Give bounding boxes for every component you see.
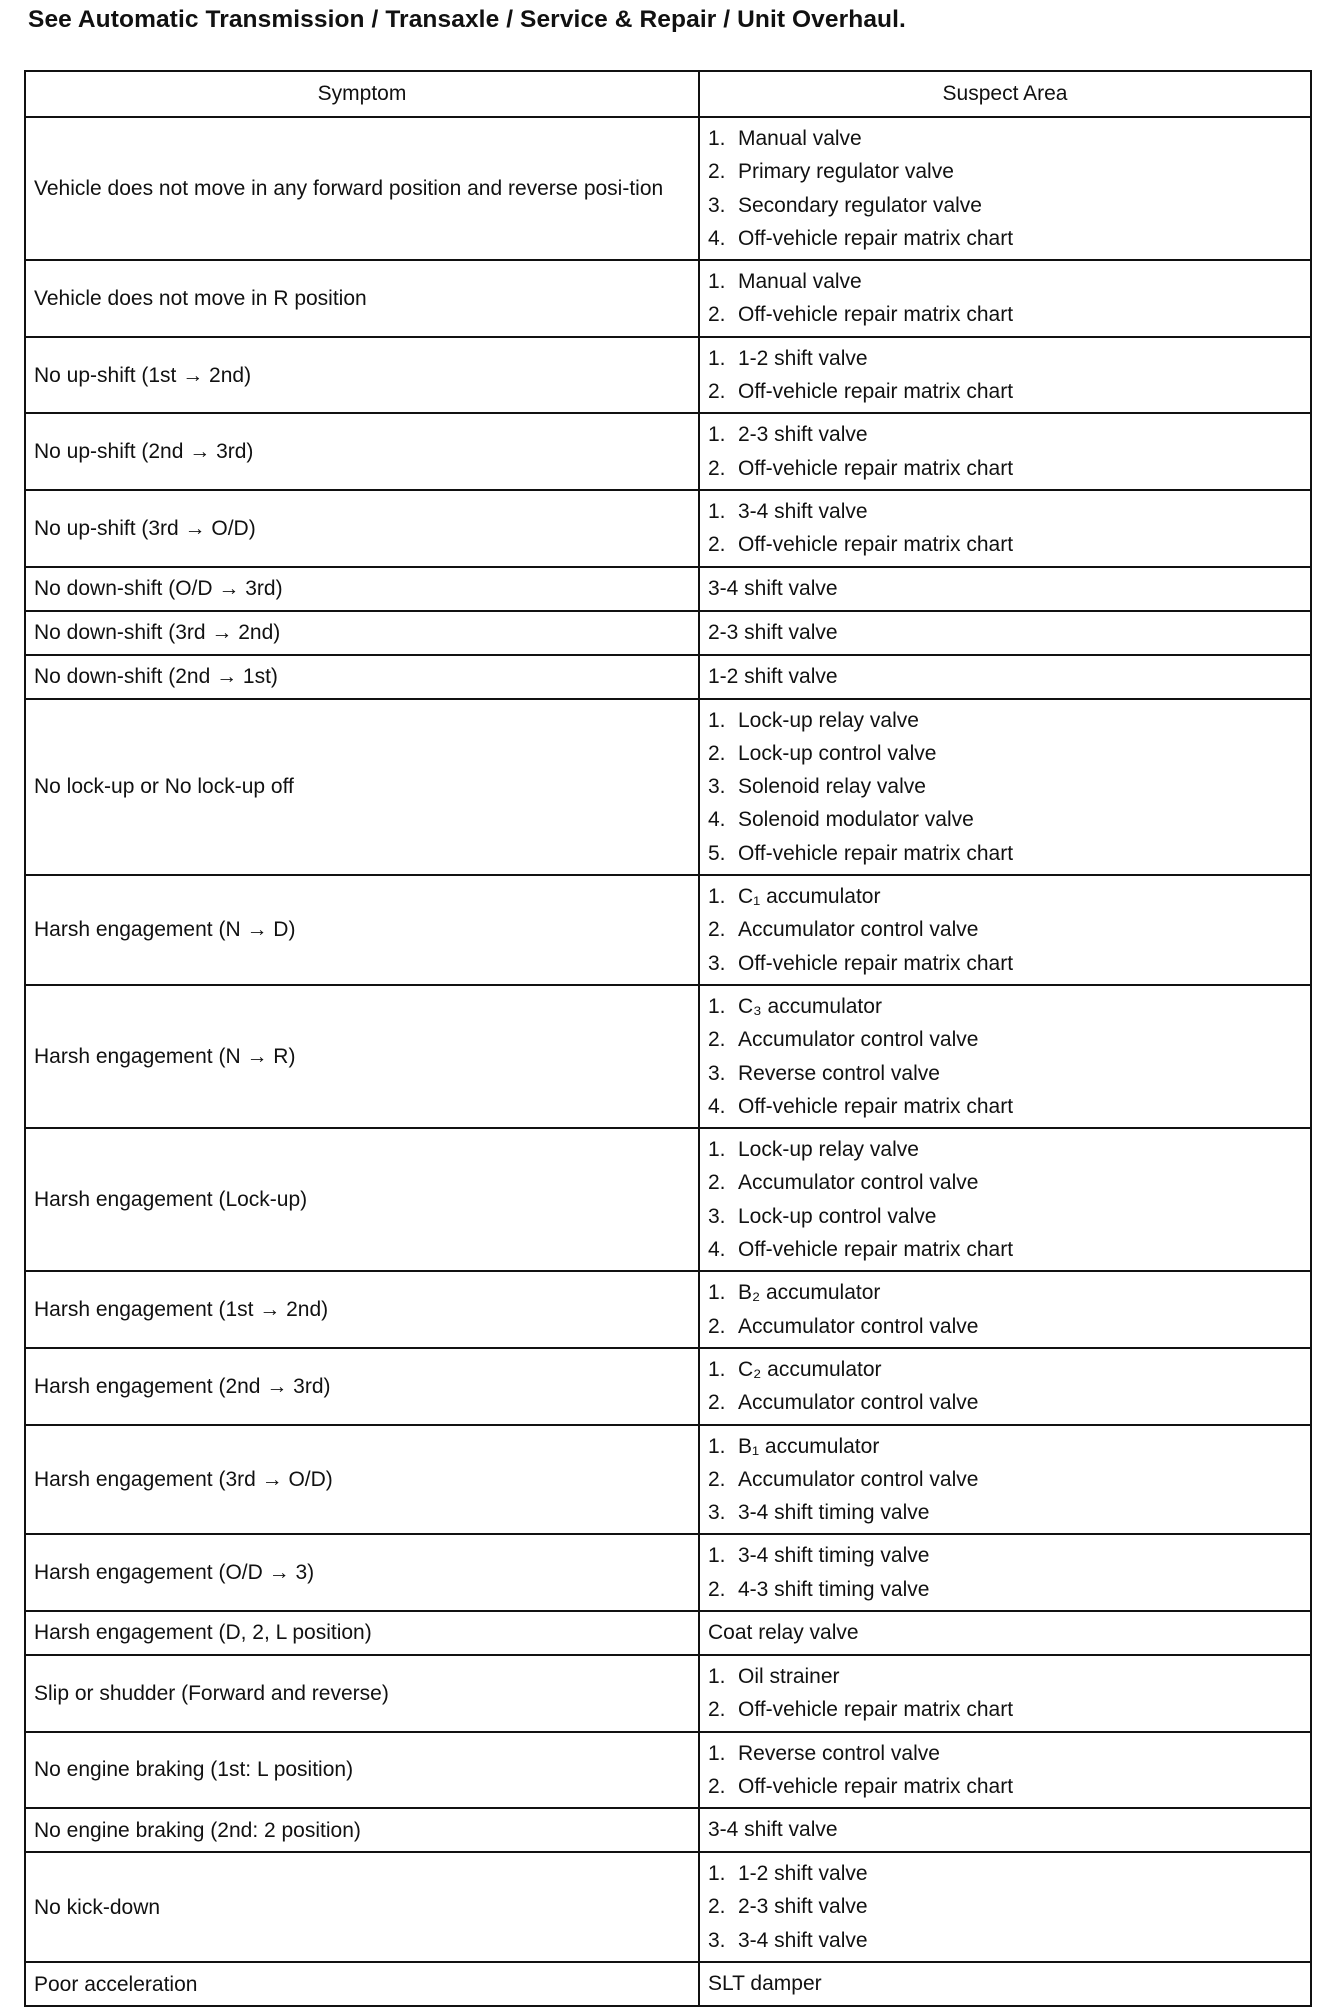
table-row <box>25 337 1311 414</box>
list-item-text: Off-vehicle repair matrix chart <box>738 1238 1014 1262</box>
list-item <box>708 1386 1302 1419</box>
list-item-number: 1. <box>708 1664 726 1688</box>
symptom-cell: No down-shift (2nd → 1st) <box>25 655 699 699</box>
list-item-text: C₁ accumulator <box>738 885 881 909</box>
list-item <box>708 495 1302 528</box>
list-item-number: 2. <box>708 1028 726 1052</box>
list-item-text: Secondary regulator valve <box>738 193 982 217</box>
list-item-number: 1. <box>708 708 726 732</box>
suspect-area-cell <box>699 1962 1311 2006</box>
list-item <box>708 770 1302 803</box>
list-item-text: C₂ accumulator <box>738 1357 882 1381</box>
symptom-cell: Harsh engagement (Lock-up) <box>25 1128 699 1271</box>
table-row <box>25 1271 1311 1348</box>
list-item-number: 1. <box>708 1741 726 1765</box>
table-row <box>25 1534 1311 1611</box>
list-item-number: 3. <box>708 1061 726 1085</box>
suspect-area-cell <box>699 1534 1311 1611</box>
list-item <box>708 528 1302 561</box>
list-item-text: Off-vehicle repair matrix chart <box>738 380 1014 404</box>
table-row <box>25 1962 1311 2006</box>
list-item-text: Solenoid relay valve <box>738 775 926 799</box>
list-item <box>708 265 1302 298</box>
list-item-number: 1. <box>708 885 726 909</box>
list-item-text: Off-vehicle repair matrix chart <box>738 303 1014 327</box>
symptom-cell: Harsh engagement (N → D) <box>25 875 699 985</box>
table-row <box>25 1425 1311 1535</box>
list-item <box>708 803 1302 836</box>
list-item <box>708 1693 1302 1726</box>
table-row <box>25 699 1311 875</box>
symptom-cell: Slip or shudder (Forward and reverse) <box>25 1655 699 1732</box>
suspect-list <box>708 880 1302 980</box>
list-item-number: 4. <box>708 1094 726 1118</box>
symptom-cell: Poor acceleration <box>25 1962 699 2006</box>
list-item-number: 2. <box>708 533 726 557</box>
list-item <box>708 990 1302 1023</box>
list-item <box>708 1023 1302 1056</box>
suspect-area-cell <box>699 699 1311 875</box>
list-item <box>708 1737 1302 1770</box>
symptom-cell: No down-shift (3rd → 2nd) <box>25 611 699 655</box>
list-item-text: Accumulator control valve <box>738 918 979 942</box>
suspect-list <box>708 704 1302 870</box>
list-item-text: B₂ accumulator <box>738 1281 881 1305</box>
list-item <box>708 1057 1302 1090</box>
table-row <box>25 1808 1311 1852</box>
suspect-area-cell <box>699 875 1311 985</box>
list-item-text: 2-3 shift valve <box>738 1895 868 1919</box>
suspect-list <box>708 122 1302 255</box>
list-item-text: Off-vehicle repair matrix chart <box>738 456 1014 480</box>
table-header-row <box>25 71 1311 117</box>
symptom-cell: No engine braking (2nd: 2 position) <box>25 1808 699 1852</box>
list-item-number: 1. <box>708 270 726 294</box>
list-item <box>708 1166 1302 1199</box>
suspect-area-cell <box>699 985 1311 1128</box>
table-row <box>25 1732 1311 1809</box>
list-item <box>708 298 1302 331</box>
list-item <box>708 1770 1302 1803</box>
list-item-number: 1. <box>708 1544 726 1568</box>
list-item-number: 2. <box>708 741 726 765</box>
table-row <box>25 117 1311 260</box>
suspect-list <box>708 1353 1302 1420</box>
list-item <box>708 1276 1302 1309</box>
list-item-number: 1. <box>708 994 726 1018</box>
page-heading: See Automatic Transmission / Transaxle / Service & Repair / Unit Overhaul. <box>28 6 906 33</box>
suspect-single-text: SLT damper <box>708 1972 822 1996</box>
table-row <box>25 1128 1311 1271</box>
list-item-text: 3-4 shift valve <box>738 499 868 523</box>
suspect-single-text: 2-3 shift valve <box>708 620 838 644</box>
list-item <box>708 704 1302 737</box>
list-item <box>708 122 1302 155</box>
list-item-text: 2-3 shift valve <box>738 423 868 447</box>
symptom-column-header: Symptom <box>25 71 699 117</box>
suspect-area-cell <box>699 1852 1311 1962</box>
symptom-cell: No down-shift (O/D → 3rd) <box>25 567 699 611</box>
list-item-text: Lock-up relay valve <box>738 1138 919 1162</box>
suspect-list <box>708 1430 1302 1530</box>
list-item-text: 1-2 shift valve <box>738 1862 868 1886</box>
list-item-number: 1. <box>708 1281 726 1305</box>
list-item-text: 3-4 shift timing valve <box>738 1501 930 1525</box>
list-item <box>708 947 1302 980</box>
list-item-text: Off-vehicle repair matrix chart <box>738 1774 1014 1798</box>
suspect-area-cell <box>699 1732 1311 1809</box>
suspect-list <box>708 418 1302 485</box>
list-item-text: 1-2 shift valve <box>738 346 868 370</box>
list-item <box>708 1310 1302 1343</box>
list-item-number: 1. <box>708 423 726 447</box>
suspect-list <box>708 1737 1302 1804</box>
list-item-number: 1. <box>708 127 726 150</box>
table-row <box>25 655 1311 699</box>
list-item-text: Oil strainer <box>738 1664 840 1688</box>
list-item-number: 2. <box>708 918 726 942</box>
list-item <box>708 452 1302 485</box>
suspect-area-cell <box>699 490 1311 567</box>
symptom-cell: Vehicle does not move in R position <box>25 260 699 337</box>
list-item <box>708 880 1302 913</box>
list-item <box>708 418 1302 451</box>
list-item-text: Accumulator control valve <box>738 1314 979 1338</box>
list-item-number: 3. <box>708 1204 726 1228</box>
symptom-cell: No lock-up or No lock-up off <box>25 699 699 875</box>
list-item-text: 3-4 shift timing valve <box>738 1544 930 1568</box>
list-item-number: 3. <box>708 193 726 217</box>
suspect-list <box>708 1857 1302 1957</box>
list-item-number: 1. <box>708 346 726 370</box>
table-row <box>25 1655 1311 1732</box>
list-item-text: Accumulator control valve <box>738 1391 979 1415</box>
suspect-area-cell <box>699 1348 1311 1425</box>
list-item-text: B₁ accumulator <box>738 1434 880 1458</box>
list-item-number: 2. <box>708 1171 726 1195</box>
list-item-text: Off-vehicle repair matrix chart <box>738 226 1014 250</box>
list-item-text: 4-3 shift timing valve <box>738 1577 930 1601</box>
table-row <box>25 1611 1311 1655</box>
suspect-single-text: 3-4 shift valve <box>708 1818 838 1842</box>
list-item-text: Off-vehicle repair matrix chart <box>738 951 1014 975</box>
suspect-list <box>708 265 1302 332</box>
symptom-cell: Harsh engagement (O/D → 3) <box>25 1534 699 1611</box>
suspect-area-column-header: Suspect Area <box>699 71 1311 117</box>
list-item-number: 5. <box>708 841 726 865</box>
list-item <box>708 155 1302 188</box>
list-item-text: Accumulator control valve <box>738 1467 979 1491</box>
list-item <box>708 1200 1302 1233</box>
list-item <box>708 1660 1302 1693</box>
suspect-single-text: 3-4 shift valve <box>708 576 838 600</box>
table-row <box>25 1348 1311 1425</box>
list-item-number: 3. <box>708 775 726 799</box>
suspect-single-text: Coat relay valve <box>708 1620 859 1644</box>
suspect-area-cell <box>699 1271 1311 1348</box>
suspect-area-cell <box>699 117 1311 260</box>
suspect-area-cell <box>699 567 1311 611</box>
list-item <box>708 913 1302 946</box>
table-row <box>25 567 1311 611</box>
suspect-list <box>708 495 1302 562</box>
suspect-list <box>708 342 1302 409</box>
list-item-text: C₃ accumulator <box>738 994 882 1018</box>
list-item-number: 2. <box>708 1577 726 1601</box>
list-item <box>708 1857 1302 1890</box>
list-item-number: 1. <box>708 1862 726 1886</box>
list-item-text: Reverse control valve <box>738 1741 940 1765</box>
symptom-cell: Harsh engagement (D, 2, L position) <box>25 1611 699 1655</box>
list-item-text: Primary regulator valve <box>738 160 954 184</box>
suspect-area-cell <box>699 1808 1311 1852</box>
suspect-area-cell <box>699 337 1311 414</box>
list-item-number: 3. <box>708 951 726 975</box>
list-item-number: 2. <box>708 1895 726 1919</box>
list-item-number: 2. <box>708 1467 726 1491</box>
list-item <box>708 1353 1302 1386</box>
list-item <box>708 375 1302 408</box>
suspect-single-text: 1-2 shift valve <box>708 664 838 688</box>
list-item <box>708 1496 1302 1529</box>
table-row <box>25 260 1311 337</box>
list-item-number: 2. <box>708 456 726 480</box>
list-item-text: Lock-up control valve <box>738 741 937 765</box>
suspect-area-cell <box>699 1425 1311 1535</box>
table-row <box>25 611 1311 655</box>
list-item-number: 2. <box>708 1698 726 1722</box>
list-item-number: 4. <box>708 226 726 250</box>
suspect-area-cell <box>699 413 1311 490</box>
list-item-number: 2. <box>708 1314 726 1338</box>
list-item-text: Accumulator control valve <box>738 1171 979 1195</box>
list-item-text: Off-vehicle repair matrix chart <box>738 533 1014 557</box>
suspect-area-cell <box>699 1611 1311 1655</box>
suspect-area-cell <box>699 1655 1311 1732</box>
list-item-text: Lock-up control valve <box>738 1204 937 1228</box>
suspect-area-cell <box>699 260 1311 337</box>
list-item-number: 1. <box>708 1357 726 1381</box>
list-item-number: 1. <box>708 1434 726 1458</box>
list-item-number: 4. <box>708 1238 726 1262</box>
suspect-area-cell <box>699 655 1311 699</box>
list-item <box>708 1430 1302 1463</box>
symptom-cell: Harsh engagement (2nd → 3rd) <box>25 1348 699 1425</box>
table-row <box>25 490 1311 567</box>
list-item-text: Off-vehicle repair matrix chart <box>738 841 1014 865</box>
list-item-number: 2. <box>708 303 726 327</box>
list-item-text: Off-vehicle repair matrix chart <box>738 1094 1014 1118</box>
list-item-text: Accumulator control valve <box>738 1028 979 1052</box>
list-item-number: 1. <box>708 1138 726 1162</box>
list-item-number: 3. <box>708 1501 726 1525</box>
table-row <box>25 1852 1311 1962</box>
list-item <box>708 222 1302 255</box>
list-item-number: 3. <box>708 1928 726 1952</box>
symptom-cell: Harsh engagement (1st → 2nd) <box>25 1271 699 1348</box>
table-row <box>25 985 1311 1128</box>
list-item-text: Solenoid modulator valve <box>738 808 974 832</box>
list-item-text: Lock-up relay valve <box>738 708 919 732</box>
list-item <box>708 1924 1302 1957</box>
list-item-number: 4. <box>708 808 726 832</box>
suspect-area-cell <box>699 611 1311 655</box>
symptom-cell: Harsh engagement (N → R) <box>25 985 699 1128</box>
symptom-suspect-table <box>24 70 1312 2007</box>
list-item <box>708 1539 1302 1572</box>
list-item <box>708 1233 1302 1266</box>
list-item-number: 2. <box>708 1391 726 1415</box>
symptom-cell: No engine braking (1st: L position) <box>25 1732 699 1809</box>
suspect-list <box>708 990 1302 1123</box>
symptom-cell: No up-shift (2nd → 3rd) <box>25 413 699 490</box>
list-item-number: 2. <box>708 160 726 184</box>
list-item-text: Off-vehicle repair matrix chart <box>738 1698 1014 1722</box>
list-item <box>708 1133 1302 1166</box>
list-item-number: 1. <box>708 499 726 523</box>
suspect-list <box>708 1276 1302 1343</box>
list-item-text: Manual valve <box>738 270 862 294</box>
list-item <box>708 837 1302 870</box>
list-item-text: 3-4 shift valve <box>738 1928 868 1952</box>
suspect-list <box>708 1539 1302 1606</box>
list-item <box>708 737 1302 770</box>
symptom-cell: No up-shift (3rd → O/D) <box>25 490 699 567</box>
suspect-list <box>708 1133 1302 1266</box>
list-item <box>708 342 1302 375</box>
symptom-cell: Harsh engagement (3rd → O/D) <box>25 1425 699 1535</box>
list-item <box>708 1890 1302 1923</box>
symptom-cell: Vehicle does not move in any forward position and reverse posi-tion <box>25 117 699 260</box>
symptom-cell: No kick-down <box>25 1852 699 1962</box>
table-row <box>25 875 1311 985</box>
symptom-cell: No up-shift (1st → 2nd) <box>25 337 699 414</box>
list-item-text: Manual valve <box>738 127 862 150</box>
table-row <box>25 413 1311 490</box>
suspect-area-cell <box>699 1128 1311 1271</box>
list-item <box>708 1090 1302 1123</box>
list-item-text: Reverse control valve <box>738 1061 940 1085</box>
list-item <box>708 189 1302 222</box>
list-item <box>708 1463 1302 1496</box>
list-item <box>708 1573 1302 1606</box>
list-item-number: 2. <box>708 380 726 404</box>
list-item-number: 2. <box>708 1774 726 1798</box>
suspect-list <box>708 1660 1302 1727</box>
